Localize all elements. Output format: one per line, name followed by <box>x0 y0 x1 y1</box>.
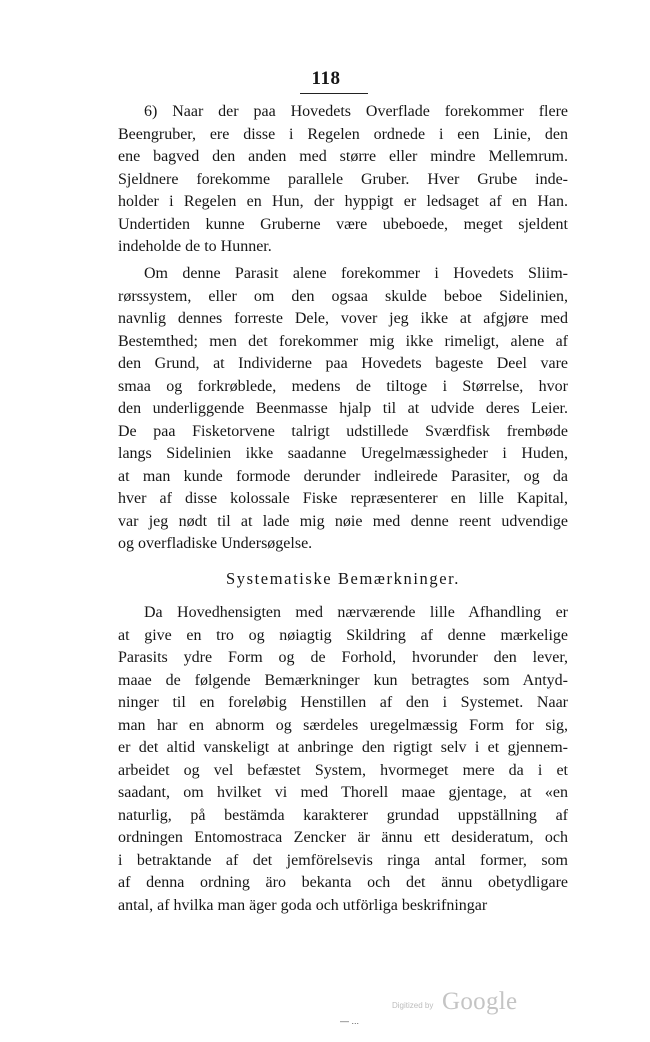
text-line: Undertiden kunne Gruberne være ubeboede, meget sjeldent <box>118 215 568 233</box>
page-number: 118 <box>311 68 341 89</box>
text-line: er det altid vanskeligt at anbringe den rigtigt selv i et gjennem- <box>118 739 568 756</box>
paragraph-2 <box>118 263 568 556</box>
text-line: maae de følgende Bemærkninger kun betragtes som Antyd- <box>118 671 568 689</box>
text-line: saadant, om hvilket vi med Thorell maae gjentage, at «en <box>118 784 568 801</box>
text-line: Om denne Parasit alene forekommer i Hovedets Sliim- <box>144 265 568 282</box>
text-line: at man kunde formode derunder indleirede Parasiter, og da <box>118 467 568 485</box>
text-line: holder i Regelen en Hun, der hyppigt er ledsaget af en Han. <box>118 193 568 210</box>
text-line: naturlig, på bestämda karakterer grundad uppställning af <box>118 806 568 824</box>
text-line: ordningen Entomostraca Zencker är ännu ett desideratum, och <box>118 829 568 846</box>
text-line: De paa Fisketorvene talrigt udstillede Sværdfisk frembøde <box>118 422 568 440</box>
paragraph-1 <box>118 101 568 259</box>
text-line: smaa og forkrøblede, medens de tiltoge i Størrelse, hvor <box>118 377 568 395</box>
page-number-underline <box>300 93 368 94</box>
text-line: den underliggende Beenmasse hjalp til at udvide deres Leier. <box>118 400 568 417</box>
text-line: ninger til en foreløbig Henstillen af den i Systemet. Naar <box>118 694 568 711</box>
text-line: og overfladiske Undersøgelse. <box>118 535 313 552</box>
text-line: Sjeldnere forekomme parallele Gruber. Hver Grube inde- <box>118 170 568 188</box>
footer-mark: — ... <box>340 1016 360 1026</box>
text-line: i betraktande af det jemförelsevis ringa antal former, som <box>118 851 568 869</box>
text-line: Bestemthed; men det forekommer mig ikke rimeligt, alene af <box>118 332 568 350</box>
section-heading: Systematiske Bemærkninger. <box>225 569 461 588</box>
text-line: arbeidet og vel befæstet System, hvormeget mere da i et <box>118 761 568 779</box>
text-line: at give en tro og nøiagtig Skildring af denne mærkelige <box>118 626 568 644</box>
text-line: langs Sidelinien ikke saadanne Uregelmæssigheder i Huden, <box>118 445 568 462</box>
text-line: var jeg nødt til at lade mig nøie med denne reent udvendige <box>118 512 568 530</box>
text-line: hver af disse kolossale Fiske repræsenterer en lille Kapital, <box>118 490 568 507</box>
text-line: ene bagved den anden med større eller mindre Mellemrum. <box>118 148 568 165</box>
text-line: navnlig dennes forreste Dele, vover jeg ikke at afgjøre med <box>118 310 568 327</box>
text-line: rørssystem, eller om den ogsaa skulde beboe Sidelinien, <box>118 287 568 305</box>
text-line: antal, af hvilka man äger goda och utförliga beskrifningar <box>118 896 488 914</box>
text-line: 6) Naar der paa Hovedets Overflade forekommer flere <box>144 103 568 120</box>
text-line: Beengruber, ere disse i Regelen ordnede i een Linie, den <box>118 125 568 143</box>
google-logo: Google <box>442 988 518 1015</box>
text-line: den Grund, at Individerne paa Hovedets bageste Deel vare <box>118 355 568 372</box>
text-line: indeholde de to Hunner. <box>118 238 272 255</box>
text-line: Parasits ydre Form og de Forhold, hvorunder den lever, <box>118 649 568 666</box>
digitized-by-label: Digitized by <box>392 1001 434 1010</box>
text-line: af denna ordning äro bekanta och det ännu obetydligare <box>118 874 568 891</box>
paragraph-3 <box>118 602 568 917</box>
text-line: man har en abnorm og særdeles uregelmæssig Form for sig, <box>118 716 568 734</box>
text-line: Da Hovedhensigten med nærværende lille Afhandling er <box>144 604 568 621</box>
